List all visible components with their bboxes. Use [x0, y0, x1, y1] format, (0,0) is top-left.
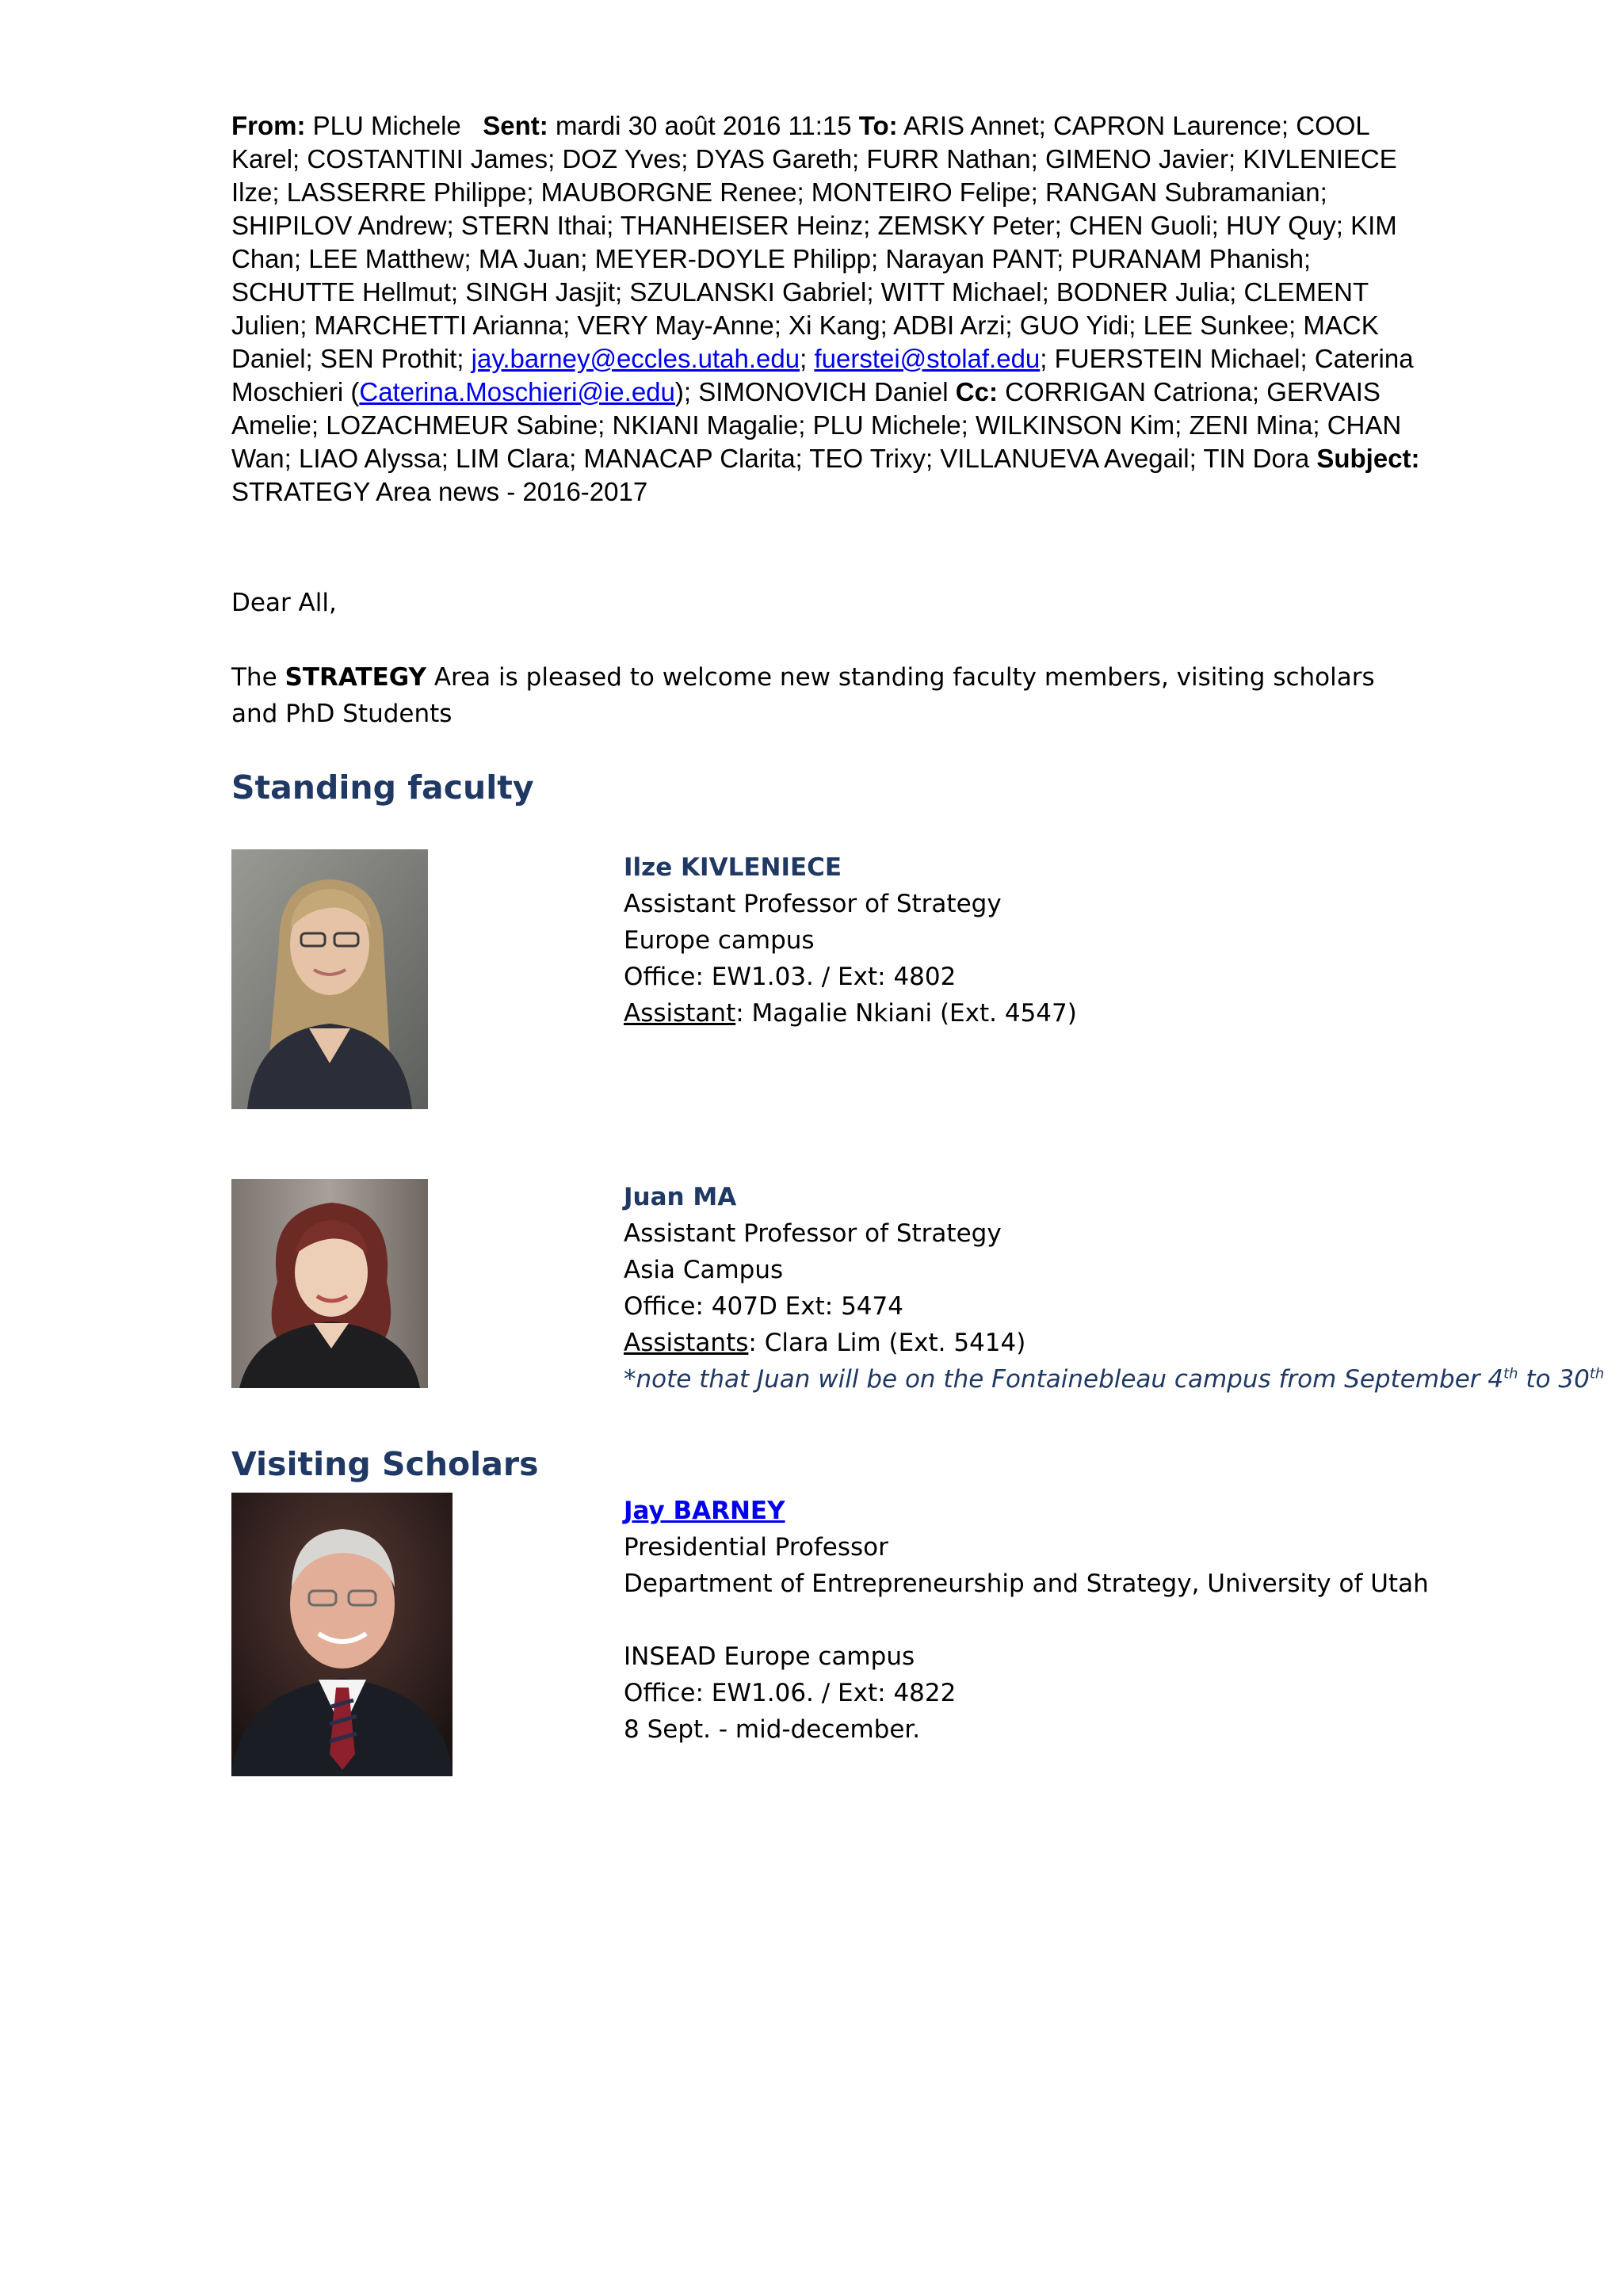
- profile-assistant: [624, 1325, 1622, 1361]
- sent-label: Sent:: [483, 111, 548, 140]
- assistant-value: : Magalie Nkiani (Ext. 4547): [735, 999, 1077, 1028]
- to-recipients-end: ); SIMONOVICH Daniel: [674, 377, 949, 406]
- profile-office: Office: EW1.03. / Ext: 4802: [624, 963, 957, 991]
- portrait-photo: [231, 849, 428, 1109]
- note-superscript: th: [1589, 1365, 1605, 1383]
- recipient-email-link[interactable]: fuerstei@stolaf.edu: [814, 344, 1041, 373]
- profile-name: Ilze KIVLENIECE: [624, 853, 842, 882]
- cc-recipients: CORRIGAN Catriona; GERVAIS Amelie; LOZACHMEUR Sabine; NKIANI Magalie; PLU Michele; WILKINSON Kim; ZENI Mina; CHAN Wan; LIAO Alyssa; LIM Clara; MANACAP Clarita; TEO Trixy; VILLANUEVA Avegail; TIN Dora: [231, 377, 1402, 473]
- assistant-value: : Clara Lim (Ext. 5414): [748, 1329, 1026, 1357]
- profile-title: Assistant Professor of Strategy: [624, 1219, 1002, 1248]
- profile-office: Office: 407D Ext: 5474: [624, 1292, 903, 1321]
- recipient-separator: ;: [800, 344, 808, 373]
- greeting: Dear All,: [231, 589, 337, 617]
- profile-assistant: [624, 995, 1622, 1032]
- to-recipients: ARIS Annet; CAPRON Laurence; COOL Karel; COSTANTINI James; DOZ Yves; DYAS Gareth; FURR Nathan; GIMENO Javier; KIVLENIECE Ilze; LASSERRE Philippe; MAUBORGNE Renee; MONTEIRO Felipe; RANGAN Subramanian; SHIPILOV Andrew; STERN Ithai; THANHEISER Heinz; ZEMSKY Peter; CHEN Guoli; HUY Quy; KIM Chan; LEE Matthew; MA Juan; MEYER-DOYLE Philipp; Narayan PANT; PURANAM Phanish; SCHUTTE Hellmut; SINGH Jasjit; SZULANSKI Gabriel; WITT Michael; BODNER Julia; CLEMENT Julien; MARCHETTI Arianna; VERY May-Anne; Xi Kang; ADBI Arzi; GUO Yidi; LEE Sunkee; MACK Daniel; SEN Prothit;: [231, 111, 1397, 373]
- section-heading-standing-faculty: Standing faculty: [231, 769, 534, 807]
- to-label: To:: [858, 111, 898, 140]
- portrait-photo: [231, 1179, 428, 1388]
- profile-ma: [624, 1179, 1622, 1398]
- from-label: From:: [231, 111, 306, 140]
- to-recipients-continued: ; FUERSTEIN Michael; Caterina Moschieri (: [231, 344, 1414, 406]
- profile-name-link[interactable]: Jay BARNEY: [624, 1497, 785, 1525]
- profile-kivleniece: [624, 849, 1622, 1032]
- section-heading-visiting-scholars: Visiting Scholars: [231, 1445, 539, 1483]
- subject-value: STRATEGY Area news - 2016-2017: [231, 477, 648, 506]
- recipient-email-link[interactable]: Caterina.Moschieri@ie.edu: [359, 377, 675, 406]
- sent-value: mardi 30 août 2016 11:15: [555, 111, 852, 140]
- subject-label: Subject:: [1316, 444, 1420, 473]
- assistant-label: Assistants: [624, 1329, 749, 1357]
- profile-title: Assistant Professor of Strategy: [624, 890, 1002, 918]
- intro-paragraph: [231, 659, 1404, 732]
- profile-dates: 8 Sept. - mid-december.: [624, 1715, 921, 1744]
- note-text: to 30: [1518, 1365, 1590, 1394]
- profile-title: Presidential Professor: [624, 1533, 888, 1562]
- profile-campus: Asia Campus: [624, 1256, 784, 1284]
- cc-label: Cc:: [955, 377, 998, 406]
- profile-campus: INSEAD Europe campus: [624, 1642, 915, 1671]
- intro-prefix: The: [231, 663, 277, 692]
- intro-rest: Area is pleased to welcome new standing faculty members, visiting scholars and PhD Students: [231, 663, 1375, 728]
- profile-office: Office: EW1.06. / Ext: 4822: [624, 1679, 957, 1707]
- portrait-photo: [231, 1493, 453, 1776]
- blank-line: [624, 1602, 1622, 1638]
- profile-barney: [624, 1493, 1622, 1748]
- recipient-email-link[interactable]: jay.barney@eccles.utah.edu: [471, 344, 800, 373]
- from-value: PLU Michele: [312, 111, 461, 140]
- campus-note: [624, 1361, 1622, 1398]
- email-header: [231, 109, 1436, 509]
- intro-strategy: STRATEGY: [285, 663, 426, 692]
- note-text: *note that Juan will be on the Fontainebleau campus from September 4: [624, 1365, 1504, 1394]
- profile-campus: Europe campus: [624, 926, 815, 955]
- profile-department: Department of Entrepreneurship and Strategy, University of Utah: [624, 1569, 1429, 1598]
- profile-name: Juan MA: [624, 1183, 737, 1211]
- assistant-label: Assistant: [624, 999, 736, 1028]
- note-superscript: th: [1503, 1365, 1518, 1383]
